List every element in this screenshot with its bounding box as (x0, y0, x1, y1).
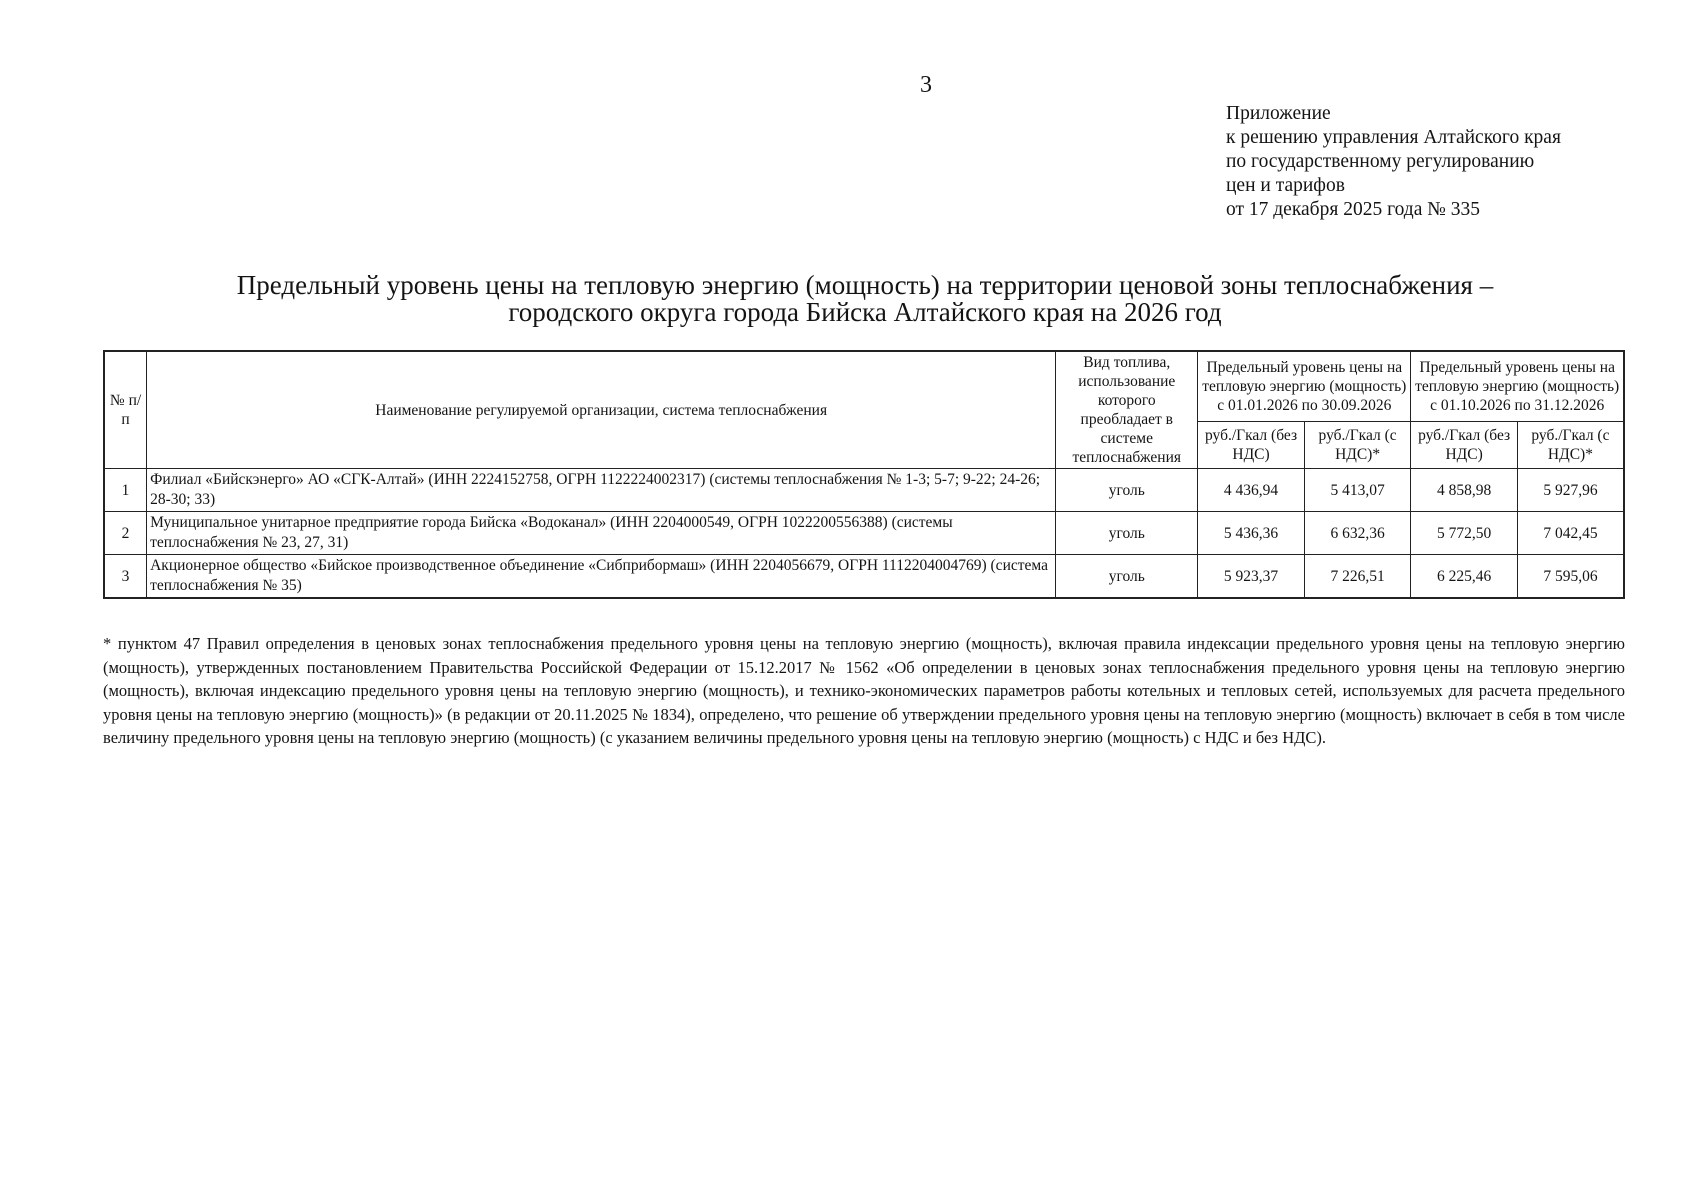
price-p1-vat: 5 413,07 (1304, 469, 1411, 512)
header-period-1: Предельный уровень цены на тепловую энергию (мощность) с 01.01.2026 по 30.09.2026 (1198, 351, 1411, 421)
page-number: 3 (920, 72, 932, 98)
header-unit-vat: руб./Гкал (с НДС)* (1304, 421, 1411, 468)
fuel-type: уголь (1056, 469, 1198, 512)
row-number: 1 (104, 469, 147, 512)
price-p2-no-vat: 5 772,50 (1411, 512, 1518, 555)
table-header-row (104, 351, 1624, 421)
price-p1-no-vat: 4 436,94 (1198, 469, 1305, 512)
tariff-table (103, 350, 1625, 599)
header-name: Наименование регулируемой организации, система теплоснабжения (147, 351, 1056, 469)
header-unit-no-vat: руб./Гкал (без НДС) (1411, 421, 1518, 468)
row-number: 2 (104, 512, 147, 555)
table-row (104, 555, 1624, 599)
header-period-2: Предельный уровень цены на тепловую энергию (мощность) с 01.10.2026 по 31.12.2026 (1411, 351, 1624, 421)
title-line-2: городского округа города Бийска Алтайского края на 2026 год (508, 297, 1222, 327)
title-line-1: Предельный уровень цены на тепловую энергию (мощность) на территории ценовой зоны теплоснабжения – (236, 270, 1494, 300)
fuel-type: уголь (1056, 555, 1198, 599)
organization-name: Филиал «Бийскэнерго» АО «СГК-Алтай» (ИНН 2224152758, ОГРН 1122224002317) (системы теплоснабжения № 1-3; 5-7; 9-22; 24-26; 28-30; 33) (147, 469, 1056, 512)
appendix-line: по государственному регулированию (1226, 151, 1535, 172)
footnote: * пунктом 47 Правил определения в ценовых зонах теплоснабжения предельного уровня цены на тепловую энергию (мощность), включая правила индексации предельного уровня цены на тепловую энергию (мощность), утвержденных постановлением Правительства Российской Федерации от 15.12.2017 № 1562 «Об определении в ценовых зонах теплоснабжения предельного уровня цены на тепловую энергию (мощность), включая индексацию предельного уровня цены на тепловую энергию (мощность), и технико-экономических параметров работы котельных и тепловых сетей, используемых для расчета предельного уровня цены на тепловую энергию (мощность)» (в редакции от 20.11.2025 № 1834), определено, что решение об утверждении предельного уровня цены на тепловую энергию (мощность) включает в себя в том числе величину предельного уровня цены на тепловую энергию (мощность) (с указанием величины предельного уровня цены на тепловую энергию (мощность) с НДС и без НДС). (103, 634, 1625, 747)
organization-name: Муниципальное унитарное предприятие города Бийска «Водоканал» (ИНН 2204000549, ОГРН 1022200556388) (системы теплоснабжения № 23, 27, 31) (147, 512, 1056, 555)
price-p1-no-vat: 5 436,36 (1198, 512, 1305, 555)
price-p1-vat: 7 226,51 (1304, 555, 1411, 599)
header-unit-vat: руб./Гкал (с НДС)* (1517, 421, 1624, 468)
appendix-line: цен и тарифов (1226, 175, 1345, 196)
price-p1-vat: 6 632,36 (1304, 512, 1411, 555)
appendix-line: к решению управления Алтайского края (1226, 127, 1561, 148)
price-p2-vat: 7 595,06 (1517, 555, 1624, 599)
price-p2-vat: 7 042,45 (1517, 512, 1624, 555)
row-number: 3 (104, 555, 147, 599)
document-title (100, 272, 1630, 326)
appendix-line: от 17 декабря 2025 года № 335 (1226, 199, 1480, 220)
table-row (104, 512, 1624, 555)
appendix-line: Приложение (1226, 103, 1331, 124)
header-fuel: Вид топлива, использование которого преобладает в системе теплоснабжения (1056, 351, 1198, 469)
table-row (104, 469, 1624, 512)
price-p1-no-vat: 5 923,37 (1198, 555, 1305, 599)
header-no: № п/п (104, 351, 147, 469)
price-p2-no-vat: 4 858,98 (1411, 469, 1518, 512)
organization-name: Акционерное общество «Бийское производственное объединение «Сибприбормаш» (ИНН 2204056679, ОГРН 1112204004769) (система теплоснабжения № 35) (147, 555, 1056, 599)
header-unit-no-vat: руб./Гкал (без НДС) (1198, 421, 1305, 468)
fuel-type: уголь (1056, 512, 1198, 555)
price-p2-vat: 5 927,96 (1517, 469, 1624, 512)
appendix-block (1226, 102, 1666, 222)
price-p2-no-vat: 6 225,46 (1411, 555, 1518, 599)
